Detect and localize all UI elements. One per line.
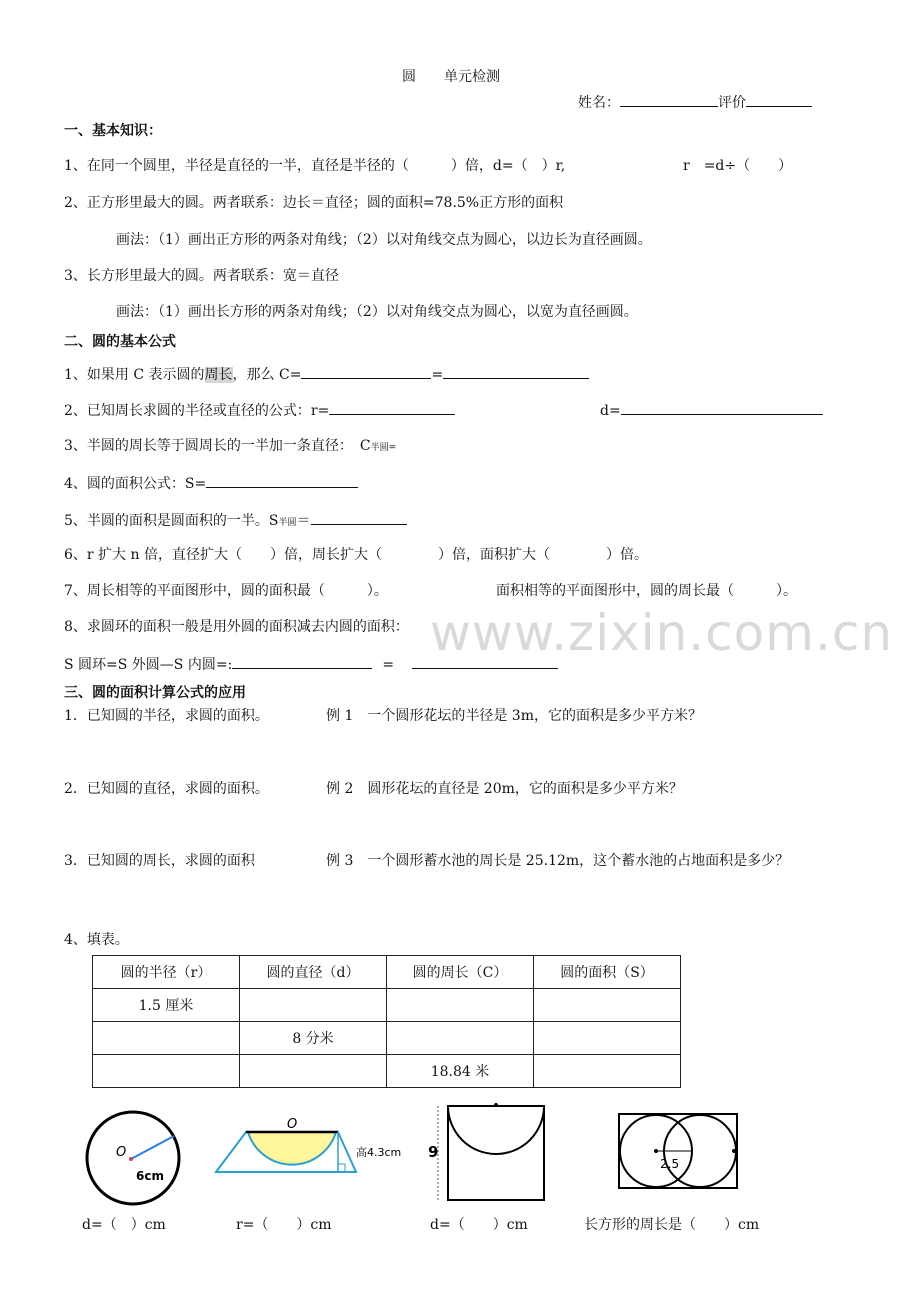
formula-2 (64, 400, 455, 420)
s1-line-3: 画法：（1）画出正方形的两条对角线；（2）以对角线交点为圆心，以边长为直径画圆。 (116, 232, 652, 248)
table-cell[interactable] (534, 989, 681, 1022)
example-3: 例 3 一个圆形蓄水池的周长是 25.12m，这个蓄水池的占地面积是多少？ (326, 853, 790, 869)
formula-4-text: 4、圆的面积公式：S= (64, 476, 207, 492)
fig2-height-label: 高4.3cm (356, 1146, 402, 1159)
formula-2-d (600, 400, 823, 420)
table-row (93, 1055, 681, 1088)
formula-1-text-b: ，那么 C= (232, 367, 302, 383)
fig1-caption: d=（ ）cm (82, 1217, 166, 1233)
name-label: 姓名： (578, 95, 620, 111)
s1-line-1b: r =d÷（ ） (683, 158, 793, 174)
table-cell: 1.5 厘米 (93, 989, 240, 1022)
highlighted-word: 周长 (204, 367, 233, 383)
formula-5-blank[interactable] (311, 510, 407, 525)
table-row (93, 989, 681, 1022)
question-4: 4、填表。 (64, 932, 129, 948)
formula-9-blank-1[interactable] (232, 654, 372, 669)
fig1-center-label: O (116, 1145, 127, 1160)
question-2: 2．已知圆的直径，求圆的面积。 (64, 781, 269, 797)
formula-9-text: S 圆环=S 外圆—S 内圆=: (64, 657, 233, 673)
formula-1-equals: = (431, 367, 444, 383)
table-cell: 18.84 米 (387, 1055, 534, 1088)
formula-8: 8、求圆环的面积一般是用外圆的面积减去内圆的面积： (64, 619, 409, 635)
formula-2-blank-r[interactable] (329, 400, 455, 415)
formula-1 (64, 364, 589, 384)
formula-2-text-b: d= (600, 403, 621, 419)
fig4-caption: 长方形的周长是（ ）cm (584, 1217, 760, 1233)
table-cell: 8 分米 (240, 1022, 387, 1055)
table-header: 圆的周长（C） (387, 956, 534, 989)
name-blank[interactable] (620, 92, 718, 107)
table-header-row (93, 956, 681, 989)
figure-square-semicircle (424, 1100, 554, 1204)
table-cell[interactable] (240, 1055, 387, 1088)
fig2-center-label: O (287, 1117, 298, 1132)
table-cell[interactable] (387, 989, 534, 1022)
formula-5-subscript: 半圆 (278, 518, 297, 528)
formula-5 (64, 510, 407, 532)
table-header: 圆的直径（d） (240, 956, 387, 989)
name-field (578, 92, 812, 112)
table-cell[interactable] (387, 1022, 534, 1055)
table-cell[interactable] (534, 1055, 681, 1088)
s1-line-2: 2、正方形里最大的圆。两者联系：边长＝直径；圆的面积=78.5%正方形的面积 (64, 195, 564, 211)
figure-circle-radius (80, 1110, 190, 1210)
table-cell[interactable] (534, 1022, 681, 1055)
formula-1-text-a: 1、如果用 C 表示圆的 (64, 367, 205, 383)
formula-1-blank-2[interactable] (443, 364, 589, 379)
formula-3-text: 3、半圆的周长等于圆周长的一半加一条直径： C (64, 438, 371, 454)
table-header: 圆的面积（S） (534, 956, 681, 989)
fig1-radius-label: 6cm (136, 1169, 164, 1183)
evaluation-blank[interactable] (746, 92, 812, 107)
formula-7a: 7、周长相等的平面图形中，圆的面积最（ ）。 (64, 583, 388, 599)
formula-2-blank-d[interactable] (621, 400, 823, 415)
question-1: 1．已知圆的半径，求圆的面积。 (64, 708, 269, 724)
table-row (93, 1022, 681, 1055)
formula-5-text-b: ＝ (296, 513, 311, 529)
fig4-radius-label: 2.5 (660, 1157, 680, 1171)
section-3-heading: 三、圆的面积计算公式的应用 (64, 685, 246, 701)
s1-line-1a: 1、在同一个圆里，半径是直径的一半，直径是半径的（ ）倍，d=（ ）r, (64, 158, 566, 174)
formula-5-text-a: 5、半圆的面积是圆面积的一半。S (64, 513, 279, 529)
formula-6: 6、r 扩大 n 倍，直径扩大（ ）倍，周长扩大（ ）倍，面积扩大（ ）倍。 (64, 547, 648, 563)
table-cell[interactable] (240, 989, 387, 1022)
formula-1-blank-1[interactable] (301, 364, 431, 379)
formula-2-text-a: 2、已知周长求圆的半径或直径的公式：r= (64, 403, 330, 419)
table-cell[interactable] (93, 1055, 240, 1088)
evaluation-label: 评价 (718, 95, 746, 111)
formula-3-subscript: 半圆= (370, 443, 397, 453)
example-2: 例 2 圆形花坛的直径是 20m，它的面积是多少平方米？ (326, 781, 683, 797)
formula-4 (64, 473, 358, 493)
fig3-side-label: 9 (428, 1143, 439, 1161)
s1-line-5: 画法：（1）画出长方形的两条对角线；（2）以对角线交点为圆心，以宽为直径画圆。 (116, 304, 638, 320)
fig3-caption: d=（ ）cm (430, 1217, 528, 1233)
s1-line-4: 3、长方形里最大的圆。两者联系：宽＝直径 (64, 268, 339, 284)
formula-3 (64, 437, 396, 457)
watermark: www.zixin.com.cn (430, 604, 894, 662)
section-2-heading: 二、圆的基本公式 (64, 334, 176, 350)
page-title: 圆 单元检测 (402, 69, 500, 85)
table-cell[interactable] (93, 1022, 240, 1055)
figure-trapezoid-semicircle (210, 1114, 410, 1180)
example-1: 例 1 一个圆形花坛的半径是 3m，它的面积是多少平方米？ (326, 708, 702, 724)
section-1-heading: 一、基本知识： (64, 123, 162, 139)
formula-9-equals: = (382, 657, 395, 673)
formula-7b: 面积相等的平面图形中，圆的周长最（ ）。 (496, 583, 797, 599)
table-header: 圆的半径（r） (93, 956, 240, 989)
question-3: 3．已知圆的周长，求圆的面积 (64, 853, 255, 869)
fig2-caption: r=（ ）cm (236, 1217, 332, 1233)
formula-4-blank[interactable] (206, 473, 358, 488)
figure-rectangle-two-circles (614, 1110, 744, 1192)
fill-in-table (92, 955, 681, 1088)
